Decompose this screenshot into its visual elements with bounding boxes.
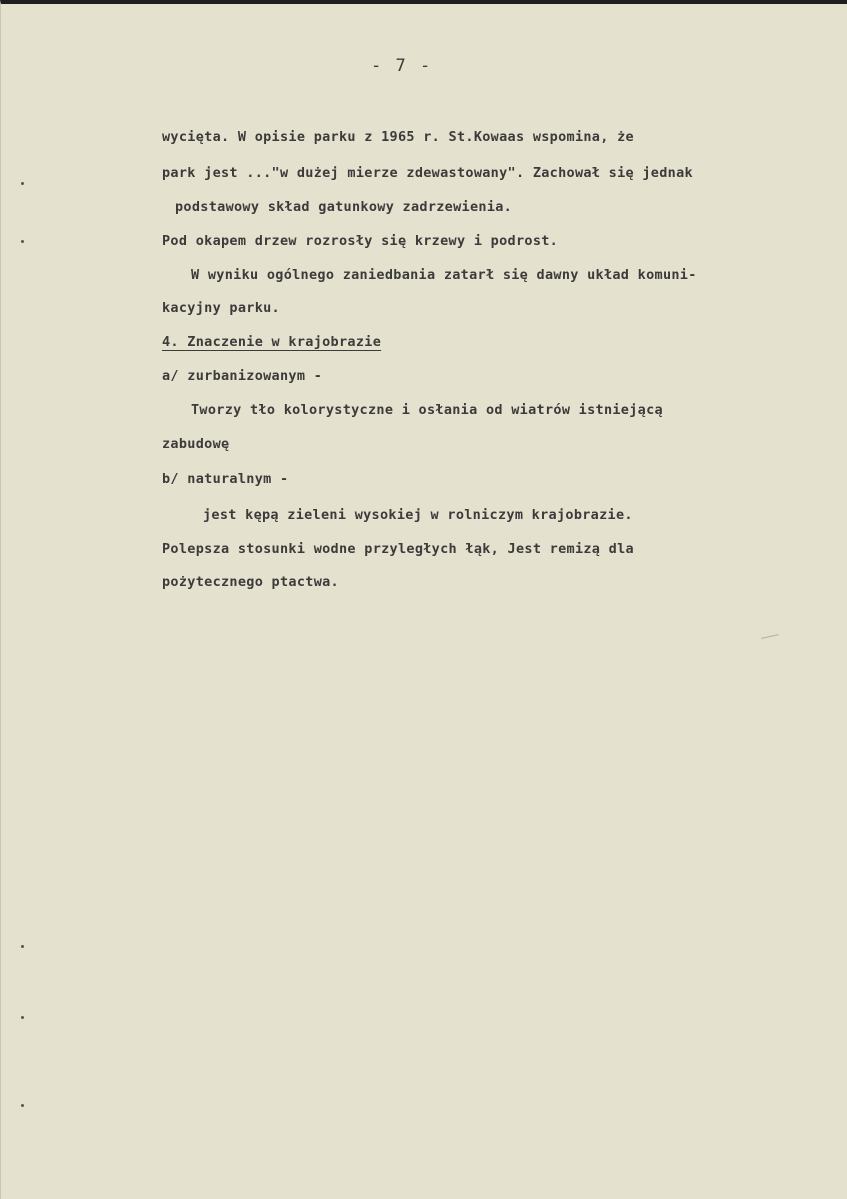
margin-dot xyxy=(21,1016,24,1019)
text-line: kacyjny parku. xyxy=(162,300,280,316)
text-line: park jest ..."w dużej mierze zdewastowany". Zachował się jednak xyxy=(162,165,693,181)
page-number: - 7 - xyxy=(371,56,433,76)
text-line: wycięta. W opisie parku z 1965 r. St.Kowaas wspomina, że xyxy=(162,129,634,145)
margin-dot xyxy=(21,1104,24,1107)
text-line: Tworzy tło kolorystyczne i osłania od wiatrów istniejącą xyxy=(191,402,663,418)
text-line: jest kępą zieleni wysokiej w rolniczym krajobrazie. xyxy=(203,507,633,523)
text-line: W wyniku ogólnego zaniedbania zatarł się dawny układ komuni- xyxy=(191,267,697,283)
margin-dot xyxy=(21,945,24,948)
text-line: Polepsza stosunki wodne przyległych łąk, Jest remizą dla xyxy=(162,541,634,557)
section-heading: 4. Znaczenie w krajobrazie xyxy=(162,334,382,350)
margin-dot xyxy=(21,182,24,185)
text-line: a/ zurbanizowanym - xyxy=(162,368,323,384)
text-line: Pod okapem drzew rozrosły się krzewy i podrost. xyxy=(162,233,559,249)
text-line: podstawowy skład gatunkowy zadrzewienia. xyxy=(175,199,513,215)
paper-speck xyxy=(761,634,779,639)
text-line: b/ naturalnym - xyxy=(162,471,289,487)
margin-dot xyxy=(21,240,24,243)
text-line: pożytecznego ptactwa. xyxy=(162,574,339,590)
text-line: zabudowę xyxy=(162,436,230,452)
